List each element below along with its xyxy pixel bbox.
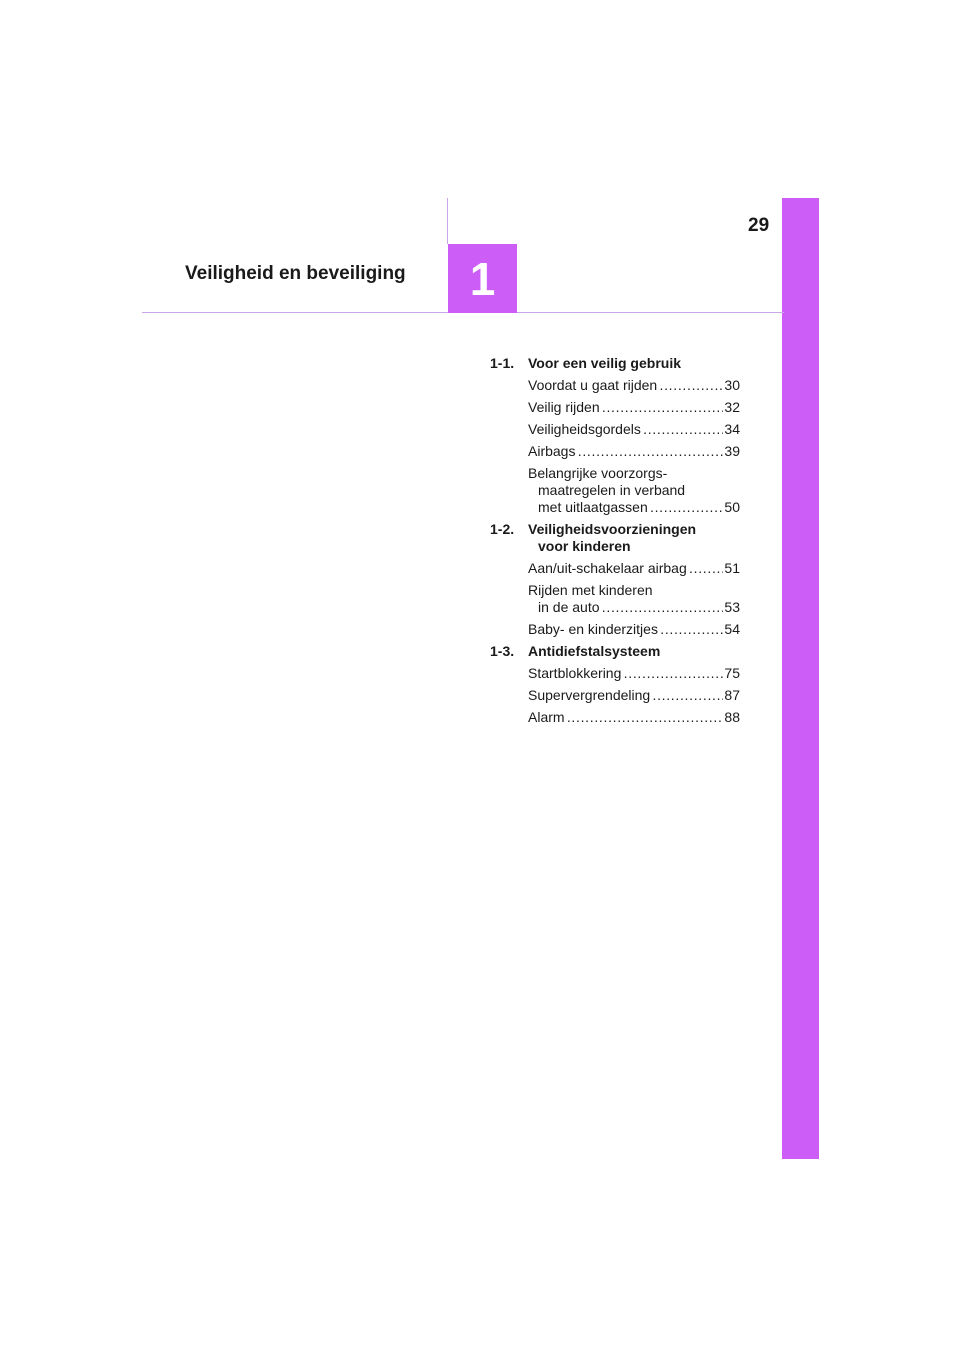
toc-entry[interactable] [528, 421, 740, 438]
toc-entry[interactable] [528, 687, 740, 704]
entry-title-line: Baby- en kinderzitjes . . . [528, 621, 723, 638]
chapter-number-box [448, 244, 517, 313]
entry-title-line: Belangrijke voorzorgs- [528, 465, 668, 481]
entry-title [528, 443, 723, 460]
section-number: 1-2. [490, 521, 515, 537]
toc-section [490, 521, 740, 555]
entry-title-line: Rijden met kinderen [528, 582, 653, 598]
toc-entry[interactable] [528, 465, 740, 516]
entry-title [528, 621, 723, 638]
entry-title-line: Startblokkering . . . [528, 665, 723, 682]
section-title-line: Voor een veilig gebruik [528, 355, 682, 371]
toc-section [490, 355, 740, 372]
entry-title [528, 582, 723, 616]
entry-page-number: 54 [724, 621, 740, 637]
toc-entry[interactable] [528, 665, 740, 682]
toc-entry[interactable] [528, 560, 740, 577]
entry-title [528, 377, 723, 394]
toc-entry[interactable] [528, 709, 740, 726]
entry-title-line: Voordat u gaat rijden . . . [528, 377, 723, 394]
toc-entry[interactable] [528, 582, 740, 616]
entry-title-line: Airbags . . . [528, 443, 723, 460]
entry-title [528, 421, 723, 438]
chapter-number: 1 [469, 252, 496, 305]
section-number: 1-1. [490, 355, 515, 371]
entry-title-line: Veilig rijden . . . [528, 399, 723, 416]
entry-title [528, 709, 723, 726]
section-title [528, 521, 740, 555]
section-title [528, 643, 740, 660]
entry-title-line: Supervergrendeling . . . [528, 687, 723, 704]
section-title [528, 355, 740, 372]
toc-entry[interactable] [528, 377, 740, 394]
entry-page-number: 34 [724, 421, 740, 437]
section-title-line: voor kinderen [538, 538, 631, 554]
entry-title [528, 665, 723, 682]
entry-page-number: 50 [724, 499, 740, 515]
section-title-line: Antidiefstalsysteem [528, 643, 661, 659]
section-number: 1-3. [490, 643, 515, 659]
entry-title-line: maatregelen in verband [538, 482, 686, 498]
entry-title [528, 399, 723, 416]
page-number: 29 [748, 215, 770, 236]
entry-page-number: 30 [724, 377, 740, 393]
entry-page-number: 75 [724, 665, 740, 681]
entry-title-line: Veiligheidsgordels . . . [528, 421, 723, 438]
chapter-side-tab [782, 198, 819, 1159]
entry-page-number: 39 [724, 443, 740, 459]
entry-title-line: Alarm . . . [528, 709, 723, 726]
entry-title-line: met uitlaatgassen . . . [528, 499, 723, 516]
entry-title-line: Aan/uit-schakelaar airbag . . . [528, 560, 723, 577]
header-divider-vertical [447, 198, 448, 244]
entry-title-line: in de auto . . . [528, 599, 723, 616]
entry-page-number: 32 [724, 399, 740, 415]
entry-page-number: 51 [724, 560, 740, 576]
toc-section [490, 643, 740, 660]
toc-entry[interactable] [528, 621, 740, 638]
entry-page-number: 87 [724, 687, 740, 703]
entry-title [528, 560, 723, 577]
chapter-title: Veiligheid en beveiliging [185, 263, 406, 284]
entry-title [528, 687, 723, 704]
entry-page-number: 88 [724, 709, 740, 725]
entry-title [528, 465, 723, 516]
entry-page-number: 53 [724, 599, 740, 615]
section-title-line: Veiligheidsvoorzieningen [528, 521, 697, 537]
toc-entry[interactable] [528, 399, 740, 416]
table-of-contents [490, 355, 740, 726]
toc-entry[interactable] [528, 443, 740, 460]
